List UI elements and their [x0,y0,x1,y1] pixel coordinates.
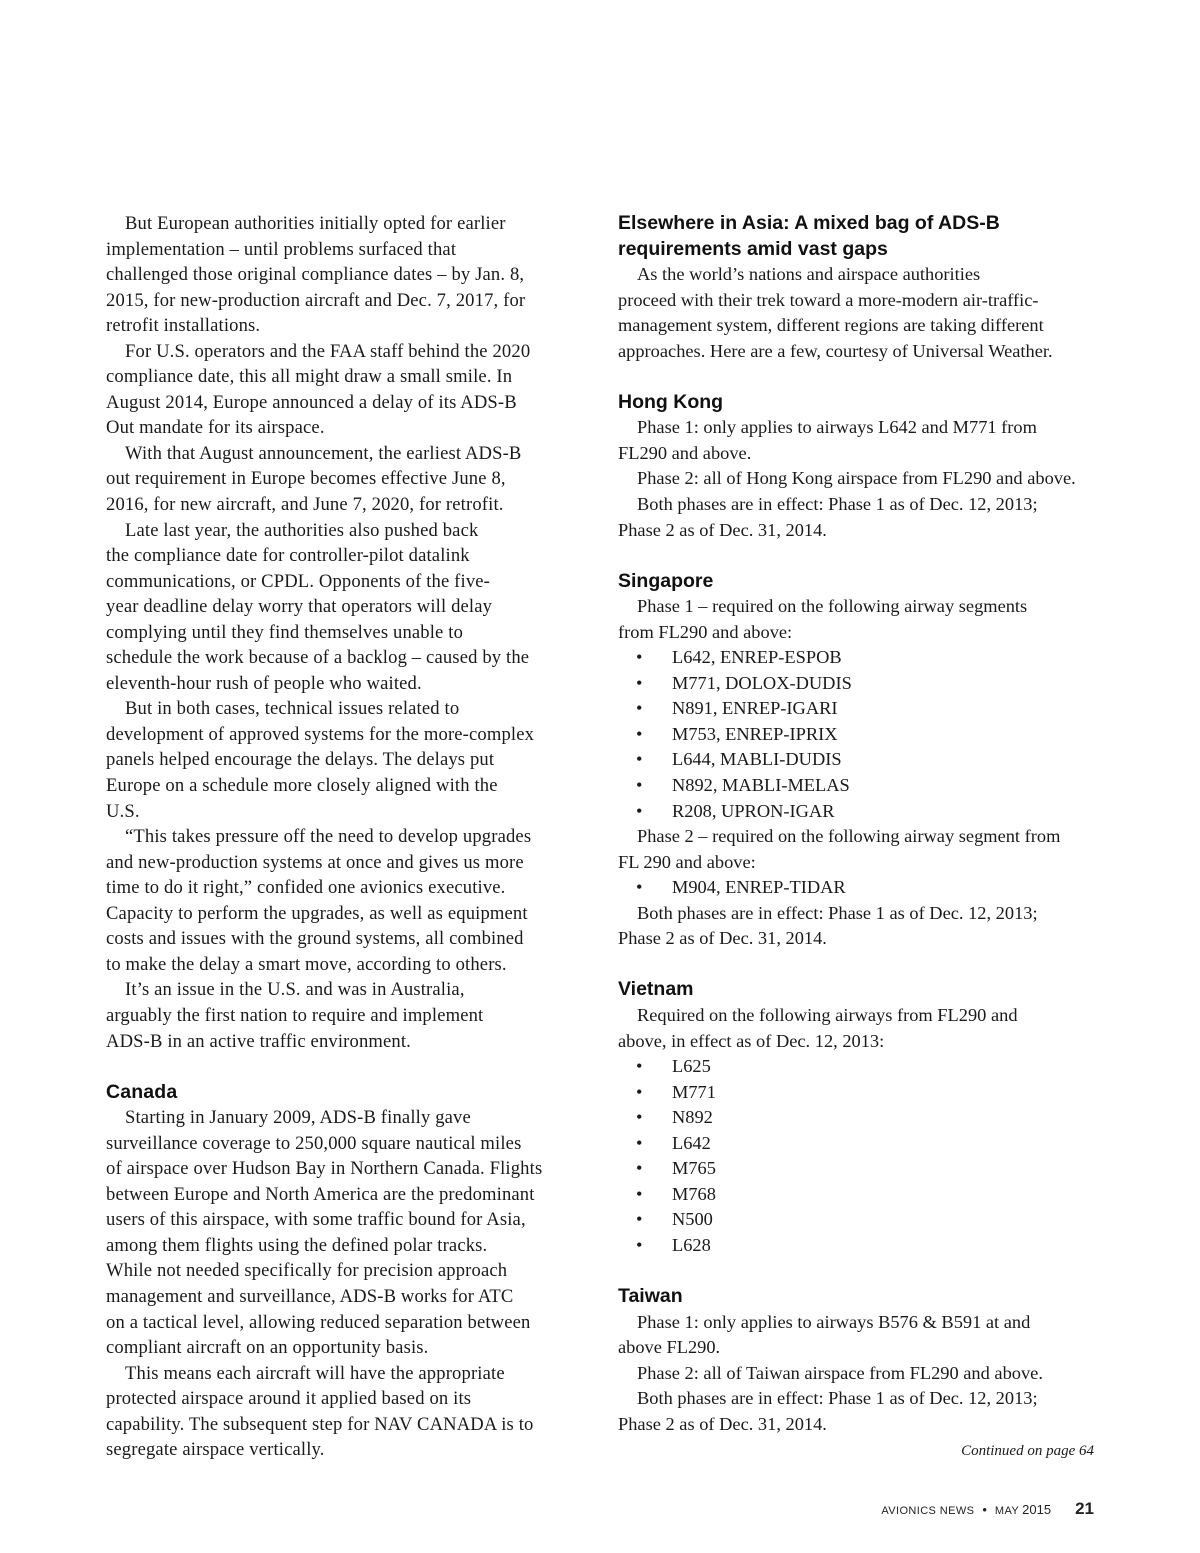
text-line: implementation – until problems surfaced that [106,238,457,260]
text-line: retrofit installations. [106,315,261,337]
section-heading [618,977,1104,1003]
text-line: compliance date, this all might draw a small smile. In [106,366,513,388]
paragraph [618,1361,1104,1387]
text-line: the compliance date for controller-pilot datalink [106,545,470,567]
text-line: eleventh-hour rush of people who waited. [106,672,422,694]
continued-note: Continued on page 64 [961,1443,1094,1459]
list-item: • M753, ENREP-IPRIX [618,722,1104,748]
list-item: • L644, MABLI-DUDIS [618,747,1104,773]
list-item: • M904, ENREP-TIDAR [618,875,1104,901]
section-heading [106,1080,586,1106]
list-item: • M765 [618,1156,1104,1182]
left-column [106,211,586,1463]
paragraph [106,824,586,977]
paragraph [618,262,1104,364]
text-line: Phase 2: all of Taiwan airspace from FL290 and above. [637,1362,1043,1383]
list-item: • M771 [618,1080,1104,1106]
text-line: Phase 2 as of Dec. 31, 2014. [618,928,827,949]
text-line: As the world’s nations and airspace authorities [637,264,981,285]
text-line: 2016, for new aircraft, and June 7, 2020, for retrofit. [106,494,504,516]
text-line: FL 290 and above: [618,851,756,872]
section-spacer [618,952,1104,978]
text-line: panels helped encourage the delays. The delays put [106,749,495,771]
paragraph [618,466,1104,492]
paragraph [618,1386,1104,1437]
text-line: Phase 1: only applies to airways B576 & B591 at and [637,1311,1031,1332]
paragraph [106,696,586,824]
heading-line: Canada [106,1080,178,1103]
text-line: management and surveillance, ADS-B works for ATC [106,1285,514,1307]
text-line: Starting in January 2009, ADS-B finally gave [125,1107,471,1129]
issue-month: MAY [994,1505,1020,1517]
text-line: Required on the following airways from FL290 and [637,1004,1018,1025]
list-item: • N892, MABLI-MELAS [618,773,1104,799]
page-number: 21 [1075,1499,1094,1518]
text-line: It’s an issue in the U.S. and was in Australia, [125,979,465,1001]
text-line: out requirement in Europe becomes effective June 8, [106,468,506,490]
paragraph [618,594,1104,645]
footer-separator: • [982,1502,987,1517]
text-line: arguably the first nation to require and implement [106,1004,484,1026]
paragraph [106,211,586,339]
list-item: • N500 [618,1207,1104,1233]
paragraph [106,339,586,441]
text-line: But in both cases, technical issues related to [125,698,460,720]
paragraph [106,518,586,697]
text-line: surveillance coverage to 250,000 square nautical miles [106,1132,522,1154]
section-heading [618,1284,1104,1310]
paragraph [618,415,1104,466]
text-line: This means each aircraft will have the appropriate [125,1362,505,1384]
text-line: segregate airspace vertically. [106,1439,325,1461]
text-line: 2015, for new-production aircraft and Dec. 7, 2017, for [106,289,526,311]
heading-line: Hong Kong [618,390,724,413]
paragraph [618,1310,1104,1361]
heading-line: requirements amid vast gaps [618,237,888,260]
section-heading [618,569,1104,595]
text-line: Phase 2 as of Dec. 31, 2014. [618,1413,827,1434]
text-line: But European authorities initially opted for earlier [125,213,506,234]
bullet-list [618,1054,1104,1258]
text-line: protected airspace around it applied based on its [106,1388,472,1410]
text-line: proceed with their trek toward a more-modern air-traffic- [618,289,1039,310]
text-line: Out mandate for its airspace. [106,417,325,439]
text-line: Phase 1: only applies to airways L642 and M771 from [637,417,1037,438]
section-spacer [618,543,1104,569]
paragraph [618,824,1104,875]
paragraph [106,1361,586,1463]
text-line: With that August announcement, the earliest ADS-B [125,442,522,464]
text-line: While not needed specifically for precision approach [106,1260,508,1282]
text-line: capability. The subsequent step for NAV CANADA is to [106,1413,534,1435]
heading-line: Taiwan [618,1284,683,1307]
text-line: Both phases are in effect: Phase 1 as of Dec. 12, 2013; [637,494,1038,515]
text-line: Europe on a schedule more closely aligned with the [106,775,498,797]
text-line: U.S. [106,800,140,822]
text-line: complying until they find themselves unable to [106,621,464,643]
text-line: year deadline delay worry that operators will delay [106,596,493,618]
text-line: management system, different regions are taking different [618,315,1044,336]
text-line: approaches. Here are a few, courtesy of Universal Weather. [618,340,1053,361]
text-line: “This takes pressure off the need to develop upgrades [125,826,532,848]
list-item: • L642, ENREP-ESPOB [618,645,1104,671]
text-line: communications, or CPDL. Opponents of the five- [106,570,491,592]
text-line: Phase 2 as of Dec. 31, 2014. [618,519,827,540]
text-line: Phase 2: all of Hong Kong airspace from FL290 and above. [637,468,1076,489]
text-line: development of approved systems for the more-complex [106,723,535,745]
text-line: time to do it right,” confided one avionics executive. [106,877,506,899]
text-line: among them flights using the defined polar tracks. [106,1234,488,1256]
text-line: FL290 and above. [618,442,752,463]
list-item: • L642 [618,1131,1104,1157]
heading-line: Singapore [618,569,714,592]
section-spacer [618,364,1104,390]
heading-line: Elsewhere in Asia: A mixed bag of ADS-B [618,212,1000,234]
list-item: • M771, DOLOX-DUDIS [618,671,1104,697]
text-line: to make the delay a smart move, according to others. [106,953,507,975]
paragraph [618,901,1104,952]
right-column [618,211,1104,1437]
paragraph [618,492,1104,543]
text-line: challenged those original compliance dates – by Jan. 8, [106,264,525,286]
list-item: • N891, ENREP-IGARI [618,696,1104,722]
text-line: and new-production systems at once and gives us more [106,851,524,873]
text-line: from FL290 and above: [618,621,793,642]
text-line: Capacity to perform the upgrades, as well as equipment [106,902,528,924]
section-heading [618,211,1104,262]
text-line: August 2014, Europe announced a delay of its ADS-B [106,391,517,413]
text-line: Phase 1 – required on the following airway segments [637,596,1028,617]
bullet-list [618,645,1104,824]
text-line: users of this airspace, with some traffic bound for Asia, [106,1209,526,1231]
list-item: • L628 [618,1233,1104,1259]
paragraph [106,1105,586,1360]
list-item: • L625 [618,1054,1104,1080]
text-line: Both phases are in effect: Phase 1 as of Dec. 12, 2013; [637,902,1038,923]
text-line: of airspace over Hudson Bay in Northern Canada. Flights [106,1158,543,1180]
text-line: costs and issues with the ground systems, all combined [106,928,524,950]
text-line: schedule the work because of a backlog – caused by the [106,647,530,669]
text-line: ADS-B in an active traffic environment. [106,1030,411,1052]
paragraph [106,441,586,518]
text-line: between Europe and North America are the predominant [106,1183,535,1205]
text-line: Phase 2 – required on the following airway segment from [637,826,1061,847]
text-line: Late last year, the authorities also pushed back [125,519,479,541]
bullet-list [618,875,1104,901]
list-item: • M768 [618,1182,1104,1208]
issue-year: 2015 [1022,1502,1052,1517]
list-item: • R208, UPRON-IGAR [618,799,1104,825]
heading-line: Vietnam [618,978,694,1001]
paragraph [618,1003,1104,1054]
text-line: above, in effect as of Dec. 12, 2013: [618,1030,885,1051]
section-spacer [618,1258,1104,1284]
page-footer [881,1499,1094,1519]
text-line: For U.S. operators and the FAA staff behind the 2020 [125,340,531,362]
list-item: • N892 [618,1105,1104,1131]
text-line: above FL290. [618,1337,721,1358]
text-line: on a tactical level, allowing reduced separation between [106,1311,531,1333]
section-spacer [106,1054,586,1080]
text-line: Both phases are in effect: Phase 1 as of Dec. 12, 2013; [637,1388,1038,1409]
publication-name: AVIONICS NEWS [881,1505,975,1517]
paragraph [106,977,586,1054]
section-heading [618,390,1104,416]
text-line: compliant aircraft on an opportunity basis. [106,1337,429,1359]
